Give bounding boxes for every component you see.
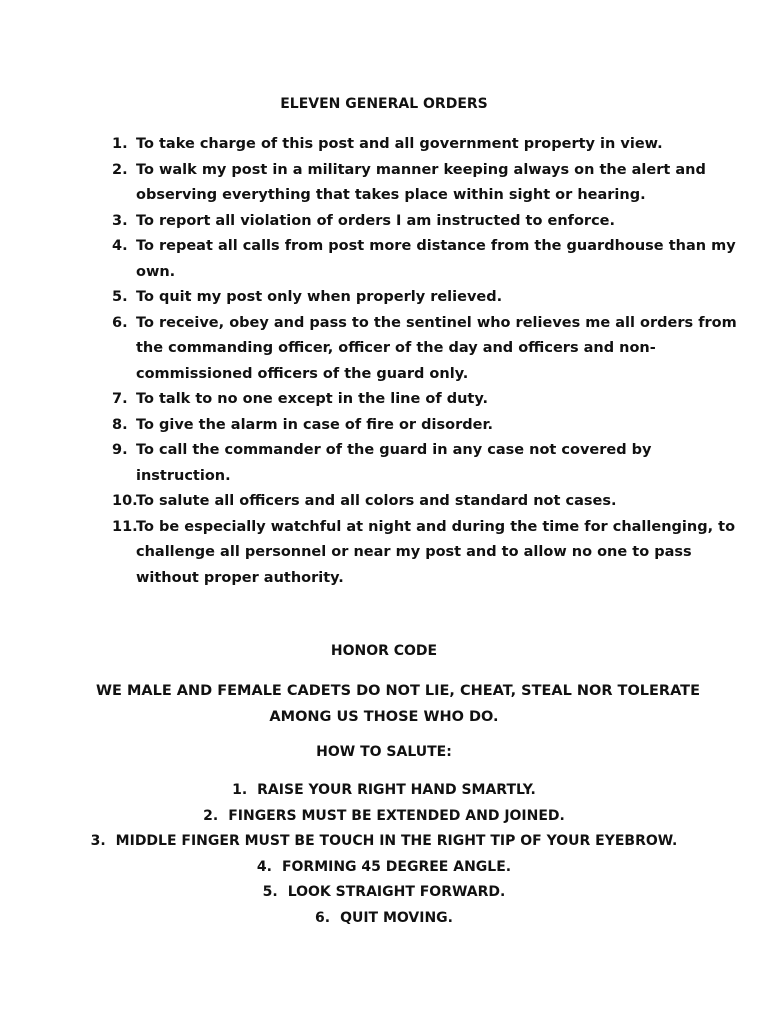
order-text-line: To quit my post only when properly relieved. [136,289,503,305]
order-text-line: commissioned officers of the guard only. [136,365,469,382]
order-item [112,209,672,235]
salute-step-number: 1. [232,782,248,798]
order-item [112,285,672,311]
order-number: 10. [112,493,138,509]
salute-step-number: 5. [262,884,278,901]
order-number: 11. [112,518,138,535]
order-number: 3. [112,212,128,229]
salute-step [0,855,768,881]
order-item [112,515,736,592]
salute-step-number: 4. [256,858,272,875]
salute-step [0,778,768,804]
order-item [112,158,706,209]
order-number: 5. [112,289,128,305]
order-text-line: To receive, obey and pass to the sentinel who relieves me all orders from [136,314,737,331]
order-text-line: To salute all officers and all colors and standard not cases. [136,493,617,509]
order-item [112,132,672,158]
order-number: 1. [112,136,128,152]
salute-heading: HOW TO SALUTE: [316,744,452,760]
salute-step-number: 3. [90,833,106,850]
order-item [112,387,672,413]
honor-code-heading: HONOR CODE [330,643,438,659]
order-text-line: To call the commander of the guard in any case not covered by [136,442,652,458]
order-text-line: To walk my post in a military manner keeping always on the alert and [136,161,706,178]
order-number: 2. [112,161,128,178]
order-text-line: To give the alarm in case of fire or disorder. [136,416,494,433]
order-number: 9. [112,442,128,458]
honor-code-text [96,678,700,730]
salute-step [0,829,768,855]
order-text-line: instruction. [136,467,231,484]
salute-step [0,804,768,830]
honor-code-line: WE MALE AND FEMALE CADETS DO NOT LIE, CHEAT, STEAL NOR TOLERATE [96,683,700,699]
honor-code-line: AMONG US THOSE WHO DO. [269,709,499,725]
salute-step-number: 2. [203,807,219,824]
order-item [112,234,736,285]
order-text-line: the commanding officer, officer of the day and officers and non- [136,340,656,356]
order-text-line: without proper authority. [136,569,344,586]
salute-steps-list [0,778,768,932]
salute-step-text: FINGERS MUST BE EXTENDED AND JOINED. [228,807,565,824]
order-item [112,489,672,515]
order-item [112,311,737,388]
salute-step-text: QUIT MOVING. [340,909,453,926]
salute-step-number: 6. [315,909,331,926]
general-orders-list [112,132,737,591]
order-text-line: observing everything that takes place within sight or hearing. [136,187,646,203]
order-text-line: To repeat all calls from post more distance from the guardhouse than my [136,238,736,254]
order-text-line: To take charge of this post and all government property in view. [136,136,663,152]
order-text-line: challenge all personnel or near my post and to allow no one to pass [136,544,692,560]
order-number: 7. [112,391,128,407]
salute-step-text: FORMING 45 DEGREE ANGLE. [281,858,512,875]
order-text-line: own. [136,263,176,280]
salute-step-text: RAISE YOUR RIGHT HAND SMARTLY. [257,782,536,798]
orders-heading: ELEVEN GENERAL ORDERS [280,96,488,112]
order-number: 8. [112,416,128,433]
salute-step [0,906,768,932]
order-text-line: To talk to no one except in the line of duty. [136,391,488,407]
salute-step [0,880,768,906]
order-text-line: To report all violation of orders I am instructed to enforce. [136,212,616,229]
salute-step-text: LOOK STRAIGHT FORWARD. [287,884,506,901]
order-item [112,438,672,489]
order-number: 4. [112,238,128,254]
salute-step-text: MIDDLE FINGER MUST BE TOUCH IN THE RIGHT TIP OF YOUR EYEBROW. [115,833,678,850]
order-item [112,413,672,439]
order-text-line: To be especially watchful at night and during the time for challenging, to [136,518,736,535]
order-number: 6. [112,314,128,331]
